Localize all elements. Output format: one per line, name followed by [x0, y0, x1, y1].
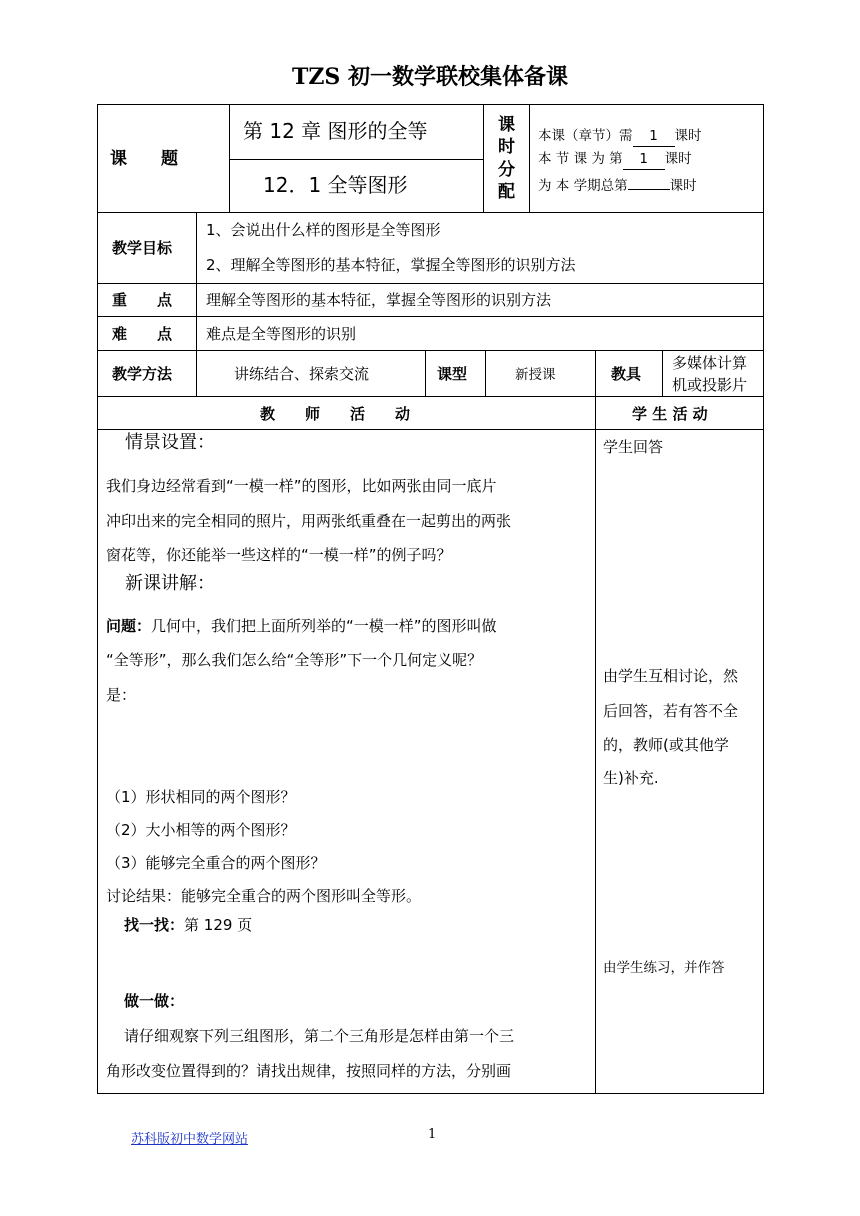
paragraph-line: 我们身边经常看到“一模一样”的图形，比如两张由同一底片	[106, 477, 497, 495]
conclusion-text: 讨论结果：能够完全重合的两个图形叫全等形。	[106, 887, 422, 905]
section-heading-scenario: 情景设置：	[125, 432, 215, 453]
row-divider	[97, 212, 764, 213]
teacher-activity-header: 教 师 活 动	[260, 405, 411, 423]
table-right-border	[763, 104, 764, 1093]
option-item: （2）大小相等的两个图形？	[106, 821, 296, 839]
find-label: 找一找：	[124, 916, 185, 934]
hours-line-3-text: 为 本 学期总第	[538, 178, 628, 194]
class-type-value: 新授课	[515, 367, 556, 383]
hours-line-2	[538, 149, 692, 170]
key-point-label: 重 点	[112, 291, 173, 309]
hours-line-3	[538, 172, 697, 196]
option-item: （1）形状相同的两个图形？	[106, 788, 296, 806]
paragraph-line: “全等形”，那么我们怎么给“全等形”下一个几何定义呢？	[106, 651, 483, 669]
objectives-label: 教学目标	[112, 239, 173, 257]
tools-label: 教具	[611, 365, 642, 383]
col-divider	[196, 212, 197, 396]
student-practice: 由学生练习，并作答	[603, 960, 725, 976]
hours-label-char: 课	[498, 115, 515, 135]
objective-item: 1、会说出什么样的图形是全等图形	[206, 221, 441, 239]
do-label: 做一做：	[124, 992, 185, 1010]
table-bottom-border	[97, 1093, 764, 1094]
table-top-border	[97, 104, 764, 105]
row-divider	[97, 316, 764, 317]
hours-line-1-value: 1	[633, 126, 675, 147]
question-label: 问题：	[106, 617, 152, 635]
paragraph-line: 请仔细观察下列三组图形，第二个三角形是怎样由第一个三	[124, 1027, 515, 1045]
hours-line-1-unit: 课时	[674, 128, 702, 144]
difficulty-text: 难点是全等图形的识别	[206, 325, 357, 343]
student-note-line: 后回答，若有答不全	[603, 702, 739, 720]
method-label: 教学方法	[112, 365, 173, 383]
row-divider	[97, 396, 764, 397]
hours-line-3-unit: 课时	[669, 178, 697, 194]
page-number: 1	[428, 1127, 437, 1142]
tools-line: 多媒体计算	[672, 354, 748, 372]
hours-label-char: 分	[498, 160, 515, 180]
hours-line-2-unit: 课时	[664, 151, 692, 167]
hours-line-3-value	[628, 172, 670, 190]
difficulty-label: 难 点	[112, 325, 173, 343]
option-item: （3）能够完全重合的两个图形？	[106, 854, 326, 872]
class-type-label: 课型	[437, 365, 468, 383]
chapter-title: 第 12 章 图形的全等	[243, 119, 428, 143]
question-text: 几何中，我们把上面所列举的“一模一样”的图形叫做	[151, 617, 497, 635]
col-divider	[529, 104, 530, 212]
student-note-line: 生)补充.	[603, 769, 659, 787]
paragraph-line: 冲印出来的完全相同的照片，用两张纸重叠在一起剪出的两张	[106, 512, 512, 530]
find-line	[124, 915, 252, 935]
paragraph-line: 窗花等，你还能举一些这样的“一模一样”的例子吗？	[106, 546, 452, 564]
student-note-line: 由学生互相讨论，然	[603, 667, 739, 685]
table-left-border	[97, 104, 98, 1093]
hours-label-char: 配	[498, 182, 515, 202]
student-answer: 学生回答	[603, 438, 664, 456]
col-divider	[485, 350, 486, 396]
find-text: 第 129 页	[184, 916, 253, 934]
row-divider	[97, 350, 764, 351]
hours-line-2-text: 本 节 课 为 第	[538, 151, 623, 167]
student-activity-header: 学 生 活 动	[632, 405, 708, 423]
footer-website-link[interactable]: 苏科版初中数学网站	[131, 1132, 249, 1147]
question-line	[106, 616, 497, 636]
col-divider	[229, 104, 230, 212]
paragraph-line: 是：	[106, 686, 137, 704]
paragraph-line: 角形改变位置得到的？请找出规律，按照同样的方法，分别画	[106, 1062, 512, 1080]
tools-line: 机或投影片	[672, 376, 748, 394]
key-point-text: 理解全等图形的基本特征，掌握全等图形的识别方法	[206, 291, 552, 309]
col-divider	[595, 350, 596, 1093]
row-divider	[97, 283, 764, 284]
hours-line-1-text: 本课（章节）需	[538, 128, 633, 144]
col-divider	[483, 104, 484, 212]
col-divider	[425, 350, 426, 396]
document-title: TZS 初一数学联校集体备课	[292, 64, 568, 90]
section-heading-new-lesson: 新课讲解：	[125, 573, 215, 594]
objective-item: 2、理解全等图形的基本特征，掌握全等图形的识别方法	[206, 256, 576, 274]
hours-line-1	[538, 126, 702, 147]
chapter-divider	[229, 159, 483, 160]
topic-label: 课 题	[110, 149, 178, 169]
student-note-line: 的，教师(或其他学	[603, 736, 729, 754]
col-divider	[662, 350, 663, 396]
hours-line-2-value: 1	[623, 149, 665, 170]
method-value: 讲练结合、探索交流	[234, 365, 370, 383]
section-title: 12．1 全等图形	[263, 173, 408, 197]
row-divider	[97, 429, 764, 430]
hours-label-char: 时	[498, 137, 515, 157]
